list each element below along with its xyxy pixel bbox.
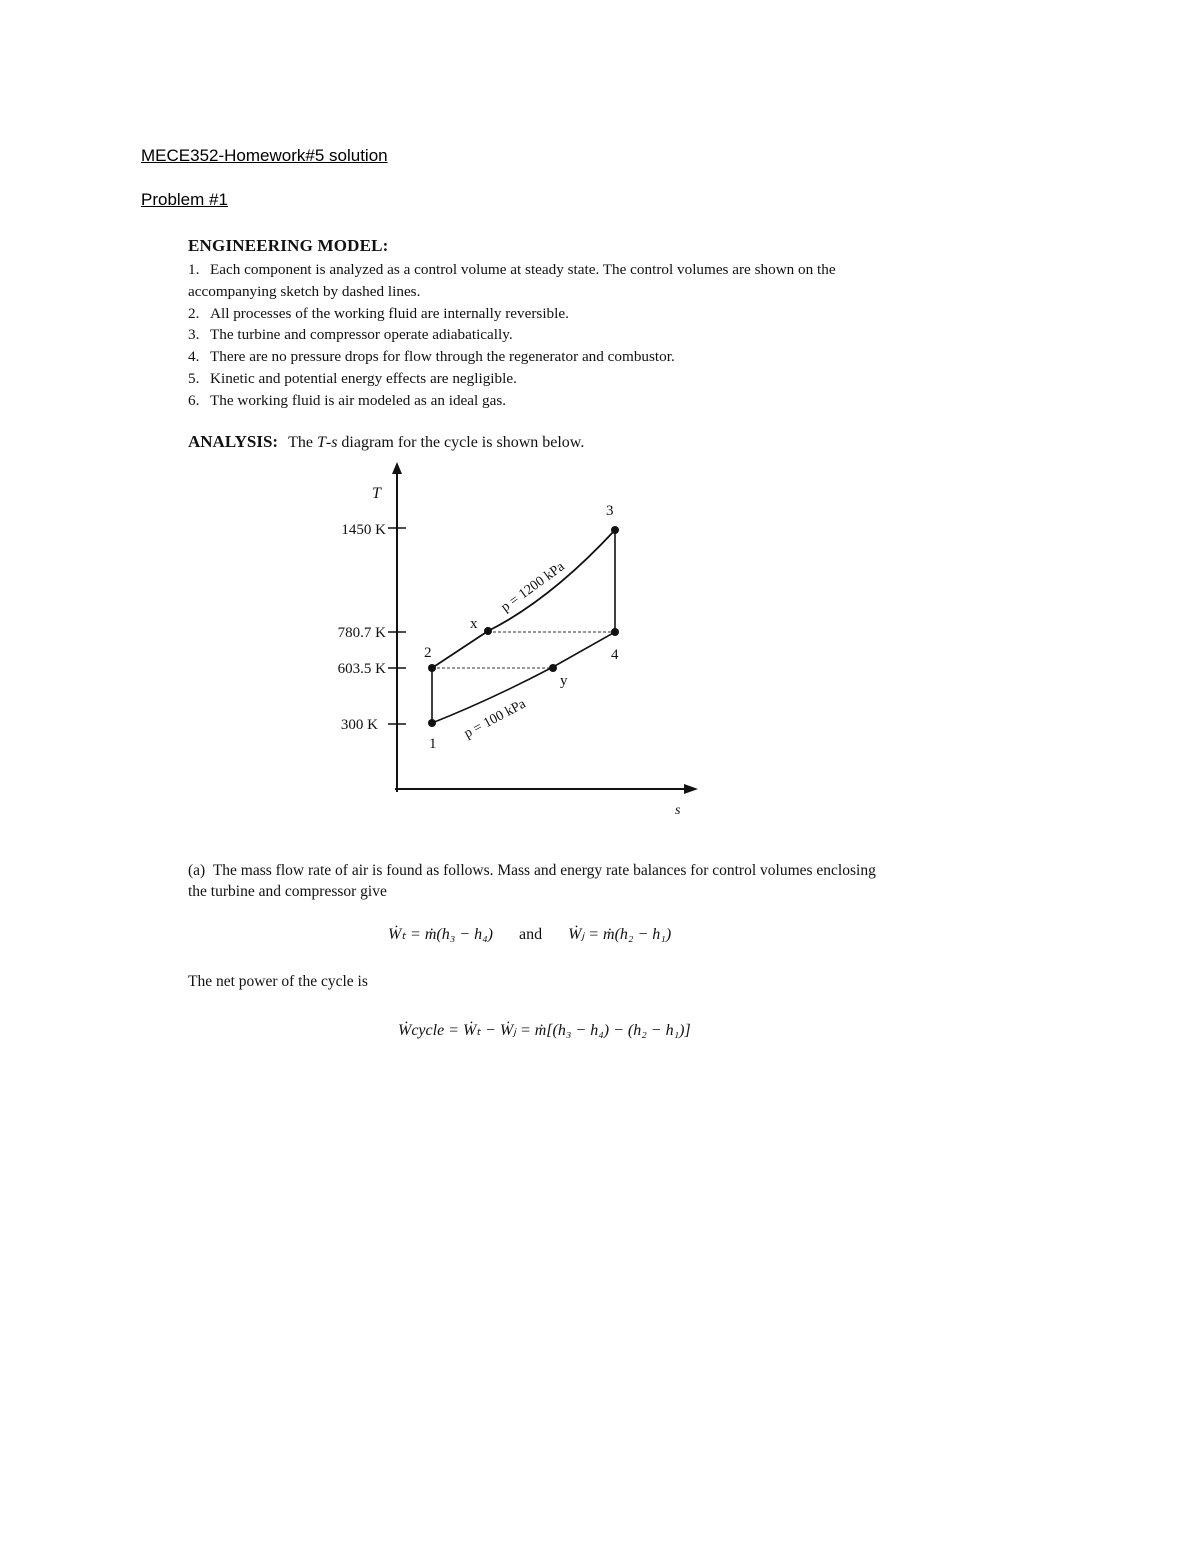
state-label-y: y	[560, 673, 568, 689]
item-number: 2.	[188, 304, 200, 322]
item-number: 5.	[188, 369, 200, 387]
analysis-text-dash: -	[325, 434, 332, 451]
analysis-text-s: s	[331, 434, 338, 451]
net-power-text: The net power of the cycle is	[188, 973, 368, 990]
item-text: Each component is analyzed as a control volume at steady state. The control volumes are shown on the accompanying sketch by dashed lines.	[188, 261, 836, 300]
y-axis-label: T	[372, 485, 381, 502]
state-label-1: 1	[429, 736, 437, 752]
model-item	[188, 324, 888, 346]
y-axis-arrow	[392, 462, 402, 474]
x-axis-label: s	[675, 803, 681, 818]
document-title: MECE352-Homework#5 solution	[141, 146, 388, 165]
temp-label-1450: 1450 K	[341, 522, 386, 538]
state-point-2	[428, 664, 436, 672]
turbine-power-equation: Ẇₜ = ṁ(h₃ − h₄)	[388, 926, 493, 943]
x-axis-arrow	[684, 784, 698, 794]
analysis-text-pre: The	[288, 434, 317, 451]
engineering-model-list	[188, 259, 888, 412]
state-label-3: 3	[606, 503, 614, 519]
analysis-heading: ANALYSIS:	[188, 432, 279, 451]
item-text: There are no pressure drops for flow through the regenerator and combustor.	[210, 348, 675, 366]
analysis-line	[188, 432, 584, 452]
equation-and: and	[518, 926, 543, 943]
item-number: 4.	[188, 348, 200, 366]
model-item	[188, 390, 888, 412]
temp-label-780: 780.7 K	[337, 625, 386, 641]
state-point-y	[549, 664, 557, 672]
compressor-power-equation: Ẇⱼ = ṁ(h₂ − h₁)	[568, 926, 672, 943]
item-text: The turbine and compressor operate adiabatically.	[210, 326, 513, 344]
model-item	[188, 259, 888, 303]
item-number: 6.	[188, 391, 200, 409]
state-point-4	[611, 628, 619, 636]
part-a-text: The mass flow rate of air is found as follows. Mass and energy rate balances for control volumes enclosing the turbine and compressor give	[188, 862, 876, 900]
item-number: 1.	[188, 261, 200, 278]
model-item	[188, 346, 888, 368]
state-point-1	[428, 719, 436, 727]
temp-label-603: 603.5 K	[337, 661, 386, 677]
state-point-3	[611, 526, 619, 534]
model-item	[188, 368, 888, 390]
state-label-x: x	[470, 616, 478, 632]
item-text: Kinetic and potential energy effects are negligible.	[210, 369, 517, 387]
part-a-label: (a)	[188, 862, 206, 879]
high-pressure-label: p = 1200 kPa	[498, 559, 568, 616]
power-equations	[388, 924, 671, 944]
state-label-4: 4	[611, 647, 619, 663]
ts-diagram	[310, 460, 710, 820]
state-label-2: 2	[424, 645, 432, 661]
item-text: All processes of the working fluid are internally reversible.	[210, 304, 569, 322]
item-text: The working fluid is air modeled as an ideal gas.	[210, 391, 507, 409]
low-pressure-label: p = 100 kPa	[461, 696, 529, 742]
item-number: 3.	[188, 326, 200, 344]
state-point-x	[484, 627, 492, 635]
model-item	[188, 303, 888, 325]
engineering-model-heading: ENGINEERING MODEL:	[188, 236, 389, 255]
temp-label-300: 300 K	[340, 717, 378, 733]
analysis-text-T: T	[316, 434, 326, 451]
problem-title: Problem #1	[141, 190, 228, 209]
analysis-text-post: diagram for the cycle is shown below.	[337, 434, 585, 451]
part-a-paragraph	[188, 860, 888, 902]
net-power-equation: Ẇcycle = Ẇₜ − Ẇⱼ = ṁ[(h₃ − h₄) − (h₂ − h₁)]	[398, 1022, 691, 1039]
